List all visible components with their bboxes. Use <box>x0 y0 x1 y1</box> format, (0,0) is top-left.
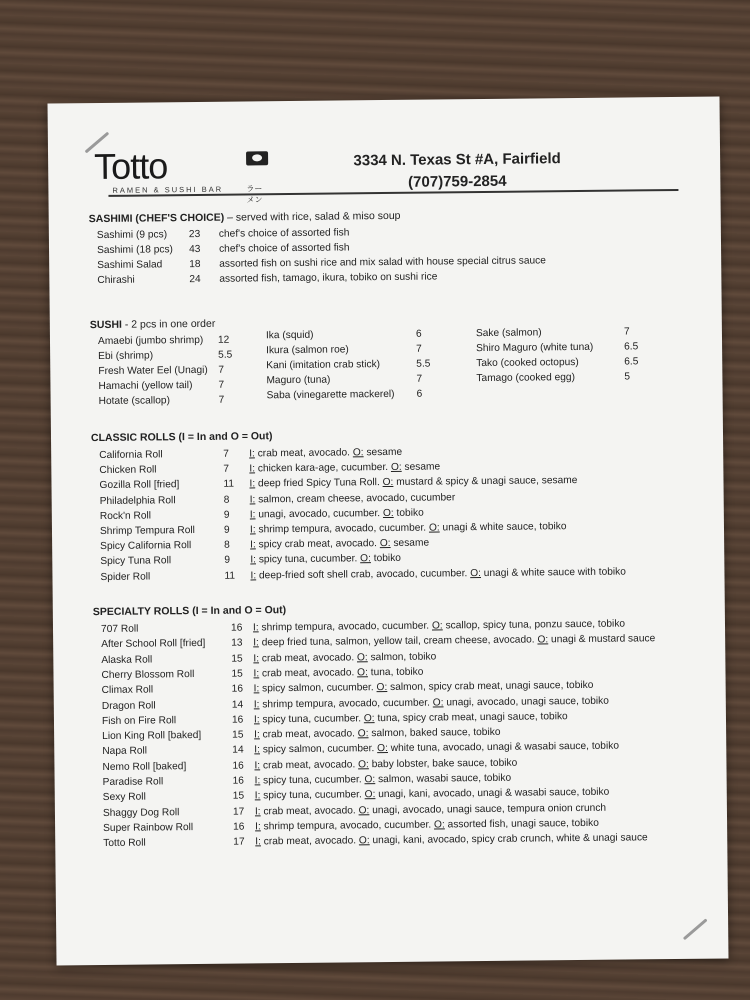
item-name: Shaggy Dog Roll <box>102 806 180 819</box>
inside-ingredients: crab meat, avocado. <box>259 667 358 680</box>
item-price: 17 <box>232 806 245 818</box>
outside-ingredients: mustard & spicy & unagi sauce, sesame <box>393 475 578 489</box>
inside-ingredients: crab meat, avocado. <box>259 728 358 741</box>
inside-label: I: <box>253 637 259 649</box>
item-description: assorted fish on sushi rice and mix salad with house special citrus sauce <box>219 255 546 270</box>
item-name: Tako (cooked octopus) <box>476 356 579 370</box>
item-description <box>250 552 401 568</box>
item-price: 16 <box>232 760 244 772</box>
item-description <box>250 565 626 583</box>
item-name: Shiro Maguro (white tuna) <box>476 341 594 355</box>
item-price: 7 <box>223 448 229 460</box>
item-description <box>253 650 436 666</box>
item-description <box>253 633 655 651</box>
ramen-bowl-icon <box>246 151 268 205</box>
logo-tagline: RAMEN & SUSHI BAR <box>112 184 224 195</box>
item-price: 16 <box>231 714 244 726</box>
inside-label: I: <box>254 729 260 741</box>
outside-ingredients: baby lobster, bake sauce, tobiko <box>368 757 518 770</box>
outside-label: O: <box>428 522 440 534</box>
inside-ingredients: salmon, cream cheese, avocado, cucumber <box>255 491 456 505</box>
item-name: Sashimi (9 pcs) <box>96 229 168 242</box>
item-price: 16 <box>233 821 245 833</box>
outside-label: O: <box>363 712 375 725</box>
item-description <box>249 474 577 491</box>
outside-label: O: <box>537 634 549 646</box>
inside-ingredients: chicken kara-age, cucumber. <box>254 462 391 475</box>
item-name: Hotate (scallop) <box>98 395 171 408</box>
outside-label: O: <box>360 553 371 565</box>
item-price: 11 <box>223 479 235 491</box>
item-price: 16 <box>230 622 243 634</box>
item-name: Napa Roll <box>102 745 148 758</box>
item-name: Ika (squid) <box>265 329 314 342</box>
item-price: 7 <box>218 364 225 376</box>
item-name: Fresh Water Eel (Unagi) <box>98 364 208 378</box>
inside-ingredients: spicy salmon, cucumber. <box>259 682 377 695</box>
roll-item <box>99 443 709 462</box>
item-name: Shrimp Tempura Roll <box>99 525 195 538</box>
section-title-specialty-rolls: SPECIALTY ROLLS (I = In and O = Out) <box>92 604 287 619</box>
inside-ingredients: spicy tuna, cucumber. <box>260 789 365 802</box>
inside-label: I: <box>253 698 260 710</box>
sushi-list <box>48 97 720 104</box>
inside-ingredients: spicy tuna, cucumber. <box>259 713 364 726</box>
item-price: 16 <box>231 683 244 695</box>
item-price: 18 <box>189 258 201 271</box>
item-description <box>249 446 402 462</box>
item-name: Maguro (tuna) <box>266 374 331 387</box>
item-description <box>254 726 500 743</box>
item-price: 12 <box>217 334 230 346</box>
address: 3334 N. Texas St #A, Fairfield <box>353 150 561 170</box>
inside-label: I: <box>253 668 260 680</box>
inside-ingredients: crab meat, avocado. <box>260 804 359 817</box>
item-name: Paradise Roll <box>102 776 164 789</box>
outside-ingredients: sesame <box>363 446 403 459</box>
outside-label: O: <box>358 758 369 771</box>
item-price: 6 <box>415 328 422 340</box>
item-price: 15 <box>232 790 245 802</box>
inside-ingredients: crab meat, avocado. <box>260 835 359 848</box>
outside-label: O: <box>390 462 402 474</box>
item-price: 6.5 <box>624 341 639 353</box>
item-name: Ikura (salmon roe) <box>266 344 349 357</box>
outside-ingredients: assorted fish, unagi sauce, tobiko <box>444 817 599 831</box>
outside-label: O: <box>357 728 369 740</box>
item-description <box>250 537 429 553</box>
item-name: Super Rainbow Roll <box>103 821 194 834</box>
item-name: Sexy Roll <box>102 791 146 804</box>
outside-label: O: <box>358 804 370 816</box>
item-name: Alaska Roll <box>101 654 153 666</box>
item-name: California Roll <box>99 449 163 462</box>
item-price: 5.5 <box>218 349 233 361</box>
item-price: 7 <box>223 463 230 475</box>
item-price: 11 <box>224 570 236 582</box>
outside-label: O: <box>364 789 376 801</box>
item-description <box>250 520 567 537</box>
outside-label: O: <box>382 477 394 489</box>
item-name: Saba (vinegarette mackerel) <box>266 388 395 402</box>
outside-ingredients: sesame <box>390 537 430 550</box>
inside-ingredients: spicy salmon, cucumber. <box>259 743 378 756</box>
item-name: Chicken Roll <box>99 464 157 477</box>
outside-label: O: <box>376 682 388 694</box>
inside-label: I: <box>249 509 256 521</box>
outside-label: O: <box>356 651 368 663</box>
item-price: 16 <box>232 775 245 787</box>
item-price: 6 <box>416 388 423 400</box>
inside-label: I: <box>249 463 256 475</box>
item-name: Rock'n Roll <box>99 510 152 522</box>
item-price: 15 <box>231 668 243 680</box>
staple <box>683 918 708 940</box>
item-price: 14 <box>232 744 244 757</box>
inside-label: I: <box>249 478 256 490</box>
outside-ingredients: scallop, spicy tuna, ponzu sauce, tobiko <box>442 618 626 632</box>
item-price: 15 <box>231 653 243 665</box>
item-description <box>249 461 440 477</box>
item-name: Spicy Tuna Roll <box>100 555 172 568</box>
inside-label: I: <box>249 448 255 460</box>
inside-label: I: <box>253 683 260 695</box>
inside-ingredients: spicy crab meat, avocado. <box>255 538 380 551</box>
outside-label: O: <box>432 696 444 709</box>
outside-label: O: <box>470 567 482 579</box>
outside-ingredients: salmon, baked sauce, tobiko <box>368 726 501 740</box>
outside-ingredients: tobiko <box>393 507 424 519</box>
item-description <box>250 491 456 507</box>
item-price: 6.5 <box>624 356 639 368</box>
item-name: Philadelphia Roll <box>99 494 176 507</box>
item-description: chef's choice of assorted fish <box>218 227 350 240</box>
outside-ingredients: unagi & mustard sauce <box>548 633 656 646</box>
item-name: Sashimi (18 pcs) <box>96 244 173 257</box>
sushi-item <box>97 333 288 348</box>
inside-label: I: <box>250 539 256 551</box>
sushi-item <box>475 325 666 340</box>
item-name: Sashimi Salad <box>97 259 163 272</box>
item-name: Totto Roll <box>103 837 146 850</box>
inside-ingredients: unagi, avocado, cucumber. <box>255 507 383 521</box>
item-description <box>254 756 517 773</box>
outside-ingredients: tuna, spicy crab meat, unagi sauce, tobiko <box>374 710 568 724</box>
roll-item <box>100 617 711 636</box>
item-name: Gozilla Roll [fried] <box>99 479 180 492</box>
inside-ingredients: spicy tuna, cucumber. <box>255 553 361 566</box>
outside-ingredients: salmon, wasabi sauce, tobiko <box>375 772 512 786</box>
inside-ingredients: deep fried tuna, salmon, yellow tail, cream cheese, avocado. <box>258 634 538 649</box>
item-name: After School Roll [fried] <box>101 638 206 651</box>
item-name: Cherry Blossom Roll <box>101 668 195 681</box>
classic-rolls-list <box>48 97 720 104</box>
item-price: 17 <box>233 836 245 848</box>
inside-ingredients: crab meat, avocado. <box>258 651 358 664</box>
item-name: Spicy California Roll <box>100 540 192 553</box>
item-name: Tamago (cooked egg) <box>476 372 576 385</box>
item-price: 5.5 <box>416 358 431 370</box>
section-title-classic-rolls: CLASSIC ROLLS (I = In and O = Out) <box>90 430 273 445</box>
inside-ingredients: shrimp tempura, avocado, cucumber. <box>255 522 429 536</box>
outside-label: O: <box>431 620 443 632</box>
inside-label: I: <box>254 775 261 787</box>
item-price: 15 <box>232 729 244 741</box>
outside-ingredients: unagi, kani, avocado, unagi & wasabi sauce, tobiko <box>375 786 610 801</box>
outside-ingredients: salmon, tobiko <box>367 651 437 663</box>
item-name: Amaebi (jumbo shrimp) <box>97 334 204 348</box>
inside-label: I: <box>252 622 259 634</box>
item-price: 8 <box>223 494 230 506</box>
inside-ingredients: deep fried Spicy Tuna Roll. <box>255 477 383 490</box>
item-price: 9 <box>224 555 231 567</box>
item-description: chef's choice of assorted fish <box>218 242 350 255</box>
menu-sheet <box>48 97 729 966</box>
outside-ingredients: tobiko <box>370 553 401 565</box>
outside-ingredients: unagi, avocado, unagi sauce, tobiko <box>443 695 609 708</box>
item-name: 707 Roll <box>100 623 139 636</box>
inside-label: I: <box>250 554 257 566</box>
section-title-sashimi: SASHIMI (CHEF'S CHOICE) – served with rice, salad & miso soup <box>88 209 401 226</box>
inside-label: I: <box>253 714 260 726</box>
inside-ingredients: shrimp tempura, avocado, cucumber. <box>258 620 433 634</box>
item-name: Sake (salmon) <box>475 327 542 340</box>
item-name: Lion King Roll [baked] <box>102 730 202 743</box>
outside-ingredients: salmon, spicy crab meat, unagi sauce, tobiko <box>387 680 594 694</box>
item-name: Ebi (shrimp) <box>98 350 154 363</box>
inside-label: I: <box>249 524 256 536</box>
item-price: 7 <box>218 379 225 391</box>
item-description <box>250 506 424 522</box>
item-price: 24 <box>189 273 201 286</box>
inside-ingredients: crab meat, avocado. <box>260 759 359 772</box>
outside-ingredients: tuna, tobiko <box>367 666 424 679</box>
inside-ingredients: shrimp tempura, avocado, cucumber. <box>259 697 433 710</box>
item-price: 7 <box>623 326 630 338</box>
outside-ingredients: sesame <box>401 461 441 474</box>
phone: (707)759-2854 <box>408 172 507 191</box>
logo-glyph: ラーメン <box>246 184 263 205</box>
item-name: Dragon Roll <box>101 699 156 712</box>
inside-ingredients: crab meat, avocado. <box>254 447 353 460</box>
item-description <box>254 740 619 758</box>
item-description <box>255 772 512 789</box>
item-name: Climax Roll <box>101 684 154 697</box>
item-price: 7 <box>416 373 423 385</box>
outside-label: O: <box>352 447 364 459</box>
sashimi-list <box>48 97 720 104</box>
specialty-rolls-list <box>48 97 720 104</box>
inside-label: I: <box>254 805 261 818</box>
item-description: assorted fish, tamago, ikura, tobiko on sushi rice <box>219 271 438 285</box>
item-price: 5 <box>624 371 631 383</box>
roll-item <box>100 564 710 583</box>
item-price: 23 <box>188 228 201 241</box>
item-price: 14 <box>231 699 244 711</box>
item-price: 7 <box>218 394 225 406</box>
item-description <box>255 831 648 849</box>
roll-item <box>99 458 709 477</box>
outside-ingredients: white tuna, avocado, unagi & wasabi sauce, tobiko <box>387 740 620 755</box>
item-price: 8 <box>224 539 230 551</box>
item-name: Chirashi <box>97 274 135 287</box>
item-description <box>253 666 423 682</box>
item-name: Fish on Fire Roll <box>101 715 177 727</box>
inside-ingredients: deep-fried soft shell crab, avocado, cucumber. <box>256 567 471 581</box>
item-name: Spider Roll <box>100 571 151 583</box>
item-price: 9 <box>223 524 230 536</box>
outside-ingredients: unagi & white sauce, tobiko <box>439 521 567 534</box>
item-name: Kani (imitation crab stick) <box>266 359 381 372</box>
item-name: Hamachi (yellow tail) <box>98 380 193 393</box>
section-title-sushi: SUSHI - 2 pcs in one order <box>89 317 216 332</box>
outside-label: O: <box>379 538 391 550</box>
outside-ingredients: unagi, kani, avocado, spicy crab crunch, white & unagi sauce <box>369 832 648 847</box>
inside-label: I: <box>254 790 261 802</box>
menu-item <box>97 253 697 272</box>
inside-label: I: <box>253 652 260 665</box>
outside-label: O: <box>364 774 376 786</box>
item-description <box>254 710 568 727</box>
outside-label: O: <box>382 507 394 519</box>
outside-label: O: <box>357 667 368 679</box>
inside-ingredients: shrimp tempura, avocado, cucumber. <box>260 819 435 833</box>
outside-label: O: <box>377 743 388 755</box>
outside-label: O: <box>358 835 370 847</box>
inside-label: I: <box>250 569 257 582</box>
item-price: 9 <box>223 509 230 521</box>
inside-label: I: <box>254 744 261 756</box>
sushi-item <box>265 327 456 342</box>
outside-ingredients: unagi & white sauce with tobiko <box>480 566 626 579</box>
restaurant-logo <box>93 145 263 205</box>
outside-ingredients: unagi, avocado, unagi sauce, tempura onion crunch <box>369 802 607 816</box>
item-price: 13 <box>231 637 243 649</box>
item-price: 43 <box>188 243 201 256</box>
inside-label: I: <box>255 821 261 833</box>
inside-ingredients: spicy tuna, cucumber. <box>260 774 365 787</box>
outside-label: O: <box>433 819 445 831</box>
item-price: 7 <box>416 343 422 355</box>
item-name: Nemo Roll [baked] <box>102 760 187 773</box>
inside-label: I: <box>254 760 261 772</box>
logo-wordmark: Totto <box>93 145 168 188</box>
inside-label: I: <box>255 836 261 848</box>
contact-block <box>342 148 572 194</box>
menu-item <box>96 238 697 257</box>
inside-label: I: <box>249 493 256 506</box>
